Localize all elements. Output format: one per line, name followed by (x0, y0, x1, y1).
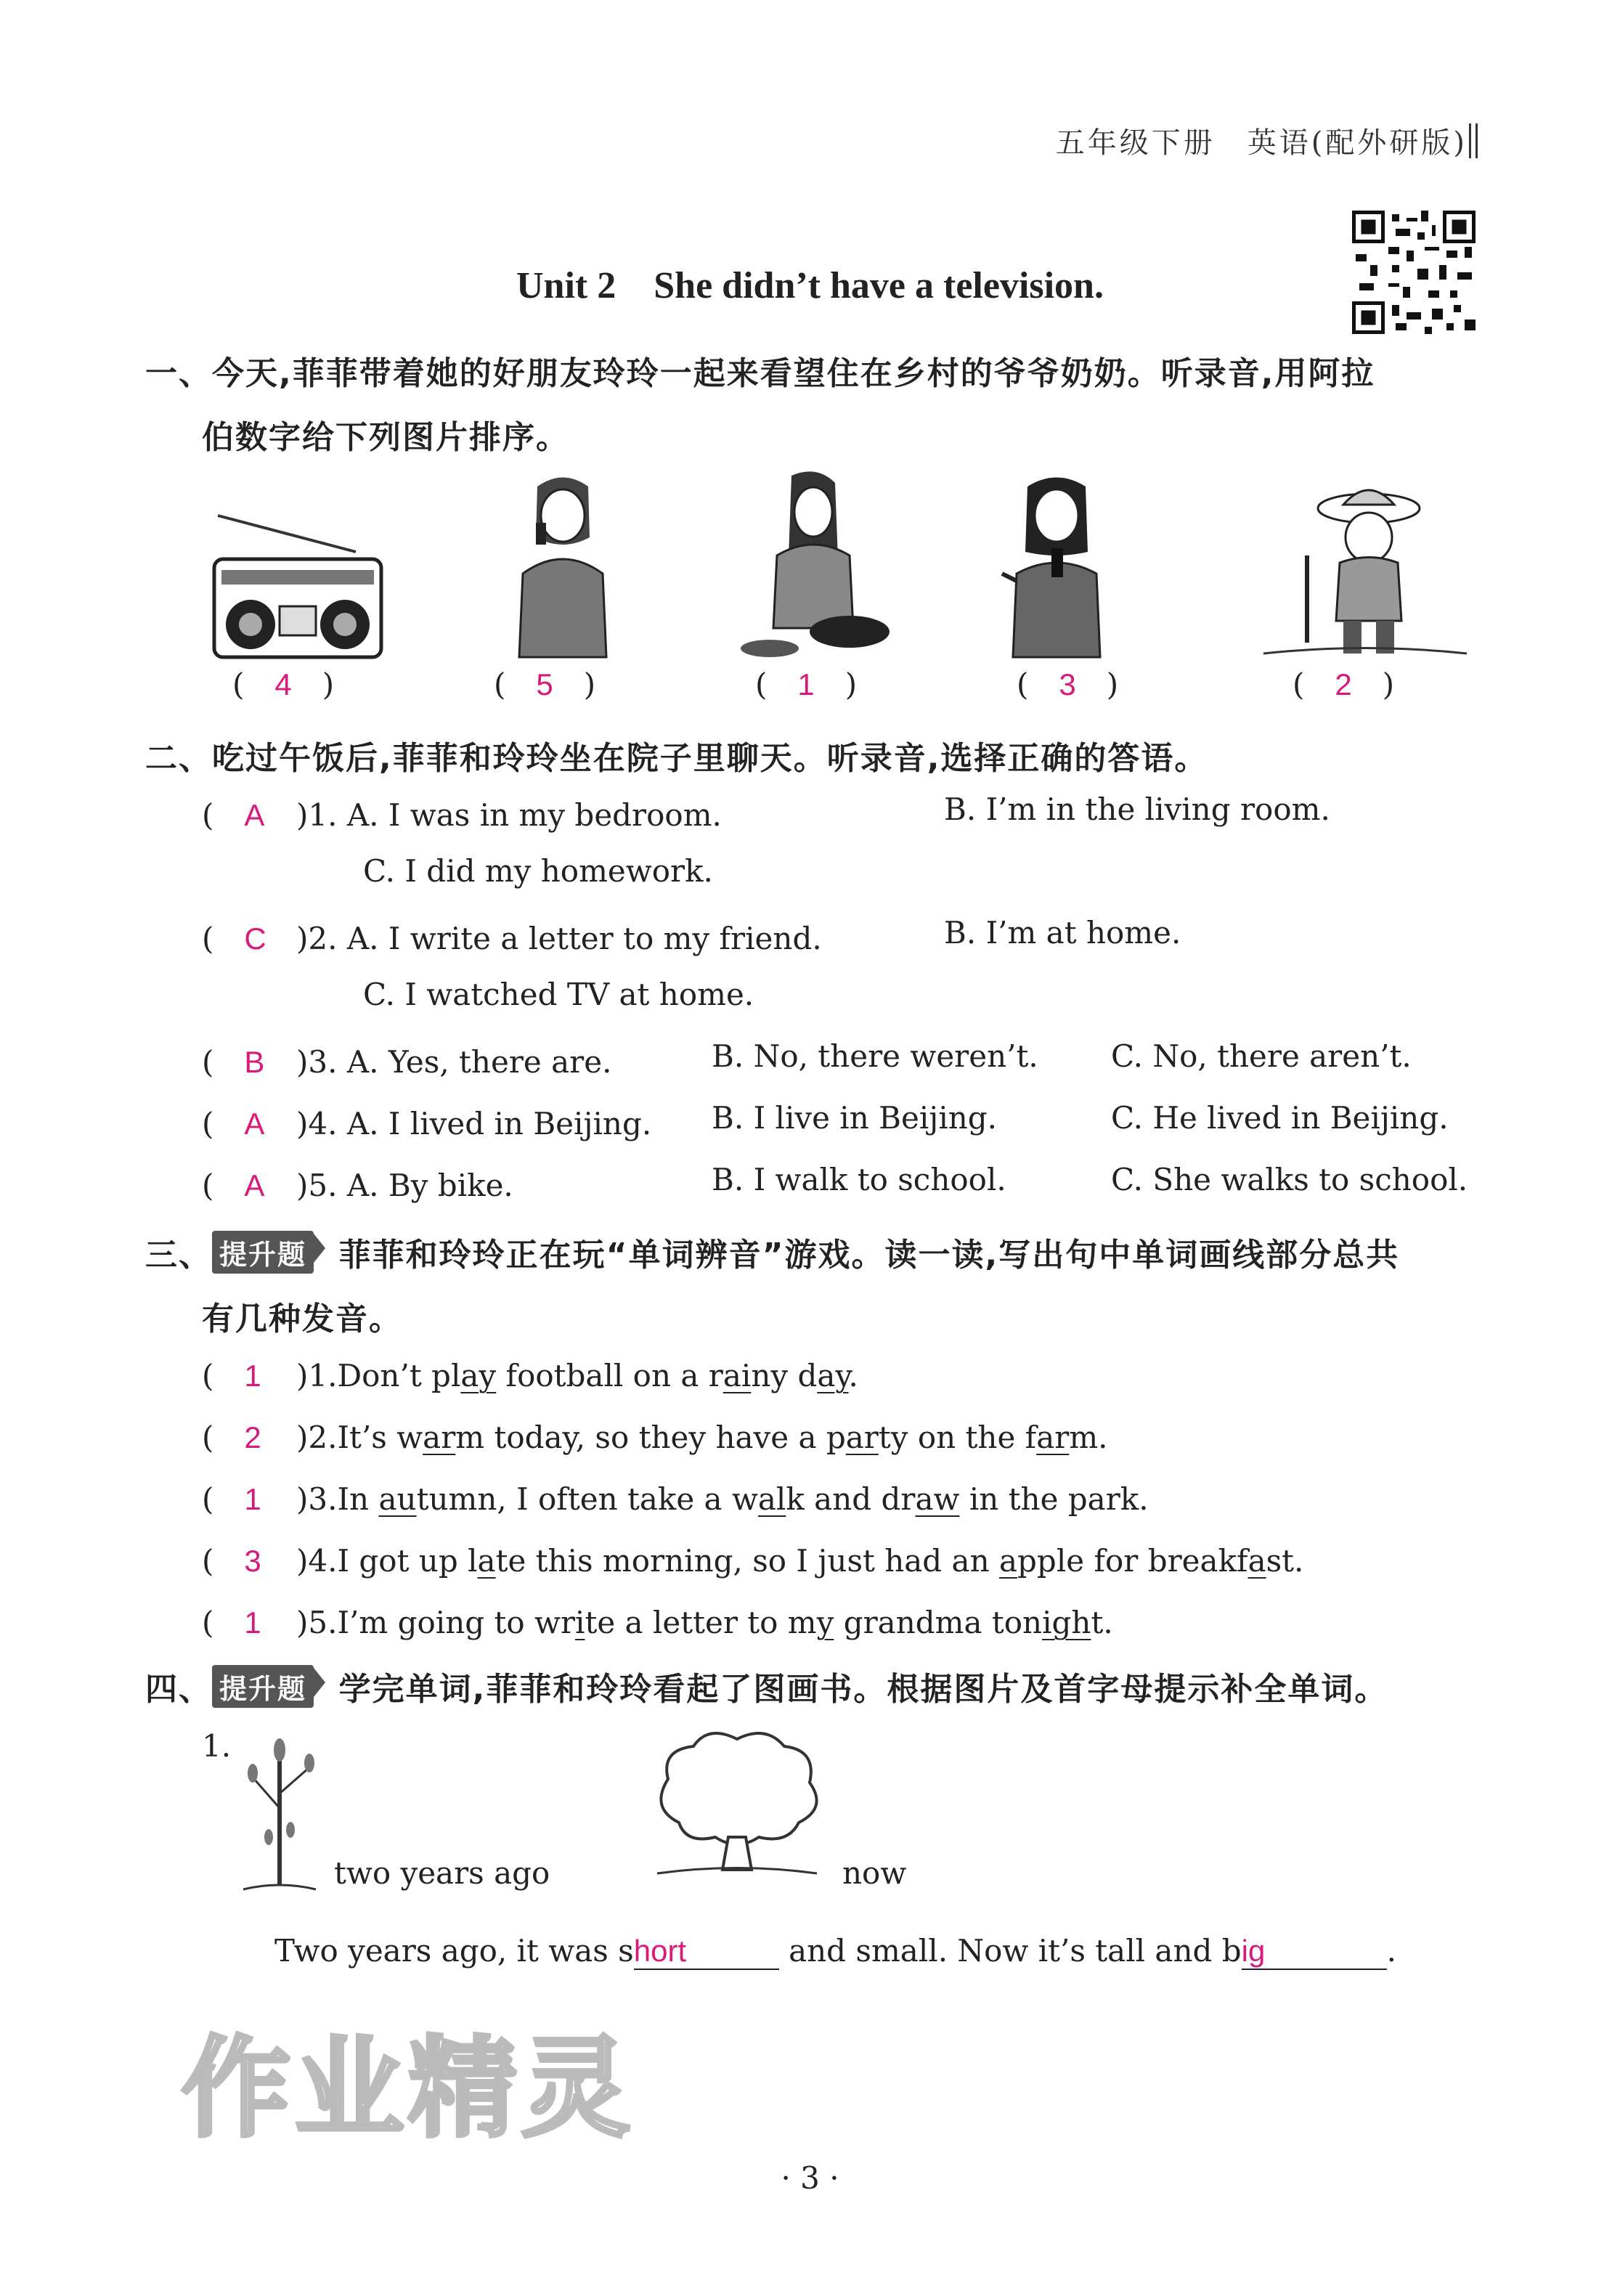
caption-now: now (842, 1855, 907, 1891)
s2-q4-option-a: A. I lived in Beijing. (346, 1106, 652, 1141)
section1-text-line1: 今天,菲菲带着她的好朋友玲玲一起来看望住在乡村的爷爷奶奶。听录音,用阿拉 (212, 355, 1375, 392)
s4-sentence: Two years ago, it was short and small. Now it’s tall and big . (274, 1933, 1397, 1969)
section4-label: 四、 (145, 1671, 212, 1708)
section2-instruction (145, 732, 1208, 778)
s2-q3-option-c: C. No, there aren’t. (1111, 1038, 1412, 1074)
section1-label: 一、 (145, 355, 212, 392)
s2-q5-answer[interactable]: ( A (202, 1168, 265, 1203)
s2-q4: ( A )4. A. I lived in Beijing. (202, 1100, 651, 1144)
section2-label: 二、 (145, 740, 212, 777)
s3-q4: ( 3 )4.I got up late this morning, so I just had an apple for breakfast. (202, 1537, 1303, 1581)
s2-q5-option-a: A. By bike. (346, 1168, 513, 1203)
s2-q4-option-c: C. He lived in Beijing. (1111, 1100, 1449, 1136)
s2-q5-option-b: B. I walk to school. (712, 1162, 1006, 1197)
section4-instruction (145, 1663, 1388, 1709)
picture-answer-3[interactable]: ( 1 ) (755, 667, 858, 702)
s2-q3-option-a: A. Yes, there are. (346, 1044, 612, 1080)
section3-text-line2: 有几种发音。 (202, 1300, 402, 1338)
picture-answer-5[interactable]: ( 2 ) (1293, 667, 1395, 702)
s3-q3-answer[interactable]: ( 1 (202, 1481, 261, 1517)
s2-q4-answer[interactable]: ( A (202, 1106, 265, 1141)
s2-q4-option-b: B. I live in Beijing. (712, 1100, 998, 1136)
big-tree-icon (650, 1728, 824, 1881)
s4-blank-1[interactable]: hort (634, 1933, 779, 1970)
unit-title: Unit 2 She didn’t have a television. (516, 265, 1104, 306)
s3-q1-answer[interactable]: ( 1 (202, 1358, 261, 1393)
section2-text: 吃过午饭后,菲菲和玲玲坐在院子里聊天。听录音,选择正确的答语。 (212, 740, 1208, 777)
page-number: · 3 · (781, 2160, 839, 2196)
header-bar (1469, 123, 1478, 158)
picture-answer-2[interactable]: ( 5 ) (494, 667, 596, 702)
book-header: 五年级下册 英语(配外研版) (1055, 126, 1468, 160)
s2-q1-option-a: A. I was in my bedroom. (346, 797, 722, 833)
section1-text-line2: 伯数字给下列图片排序。 (202, 419, 569, 456)
section3-label: 三、 (145, 1237, 212, 1274)
watermark-logo: 作业精灵 (182, 2026, 635, 2152)
s3-q1: ( 1 )1.Don’t play football on a rainy day. (202, 1352, 858, 1396)
s2-q3-answer[interactable]: ( B (202, 1044, 265, 1080)
s2-q2-option-c: C. I watched TV at home. (363, 977, 754, 1012)
section3-badge: 提升题 (212, 1231, 314, 1274)
s2-q5: ( A )5. A. By bike. (202, 1162, 513, 1205)
s3-q3: ( 1 )3.In autumn, I often take a walk and draw in the park. (202, 1475, 1149, 1519)
section4-badge: 提升题 (212, 1665, 314, 1708)
picture-answer-4[interactable]: ( 3 ) (1017, 667, 1119, 702)
s3-q2: ( 2 )2.It’s warm today, so they have a party on the farm. (202, 1414, 1108, 1457)
section1-instruction (145, 347, 1375, 394)
section4-text: 学完单词,菲菲和玲玲看起了图画书。根据图片及首字母提示补全单词。 (338, 1671, 1388, 1708)
picture-answer-1[interactable]: ( 4 ) (232, 667, 335, 702)
s2-q1-option-c: C. I did my homework. (363, 853, 713, 889)
s2-q2: ( C )2. A. I write a letter to my friend. (202, 915, 822, 958)
s3-q5-answer[interactable]: ( 1 (202, 1605, 261, 1640)
s3-q5: ( 1 )5.I’m going to write a letter to my grandma tonight. (202, 1599, 1113, 1642)
section3-instruction (145, 1229, 1399, 1275)
caption-two-years-ago: two years ago (334, 1855, 550, 1891)
woman-cooking-icon (726, 468, 900, 661)
section3-text-line1: 菲菲和玲玲正在玩“单词辨音”游戏。读一读,写出句中单词画线部分总共 (338, 1237, 1400, 1274)
s2-q2-option-a: A. I write a letter to my friend. (346, 921, 822, 956)
s2-q1-answer[interactable]: ( A (202, 797, 265, 833)
sapling-icon (240, 1728, 319, 1895)
woman-on-phone-icon (508, 472, 617, 661)
s2-q3-option-b: B. No, there weren’t. (712, 1038, 1038, 1074)
s2-q2-answer[interactable]: ( C (202, 921, 266, 956)
s3-q2-answer[interactable]: ( 2 (202, 1420, 261, 1455)
reporter-icon (995, 472, 1118, 661)
radio-icon (211, 508, 385, 661)
farmer-icon (1256, 476, 1474, 661)
s2-q3: ( B )3. A. Yes, there are. (202, 1038, 611, 1082)
s2-q1-option-b: B. I’m in the living room. (944, 791, 1330, 827)
s2-q2-option-b: B. I’m at home. (944, 915, 1181, 950)
s2-q5-option-c: C. She walks to school. (1111, 1162, 1468, 1197)
s4-item-number: 1. (202, 1728, 232, 1764)
s3-q4-answer[interactable]: ( 3 (202, 1543, 261, 1579)
s4-blank-2[interactable]: ig (1242, 1933, 1387, 1970)
s2-q1: ( A )1. A. I was in my bedroom. (202, 791, 722, 835)
